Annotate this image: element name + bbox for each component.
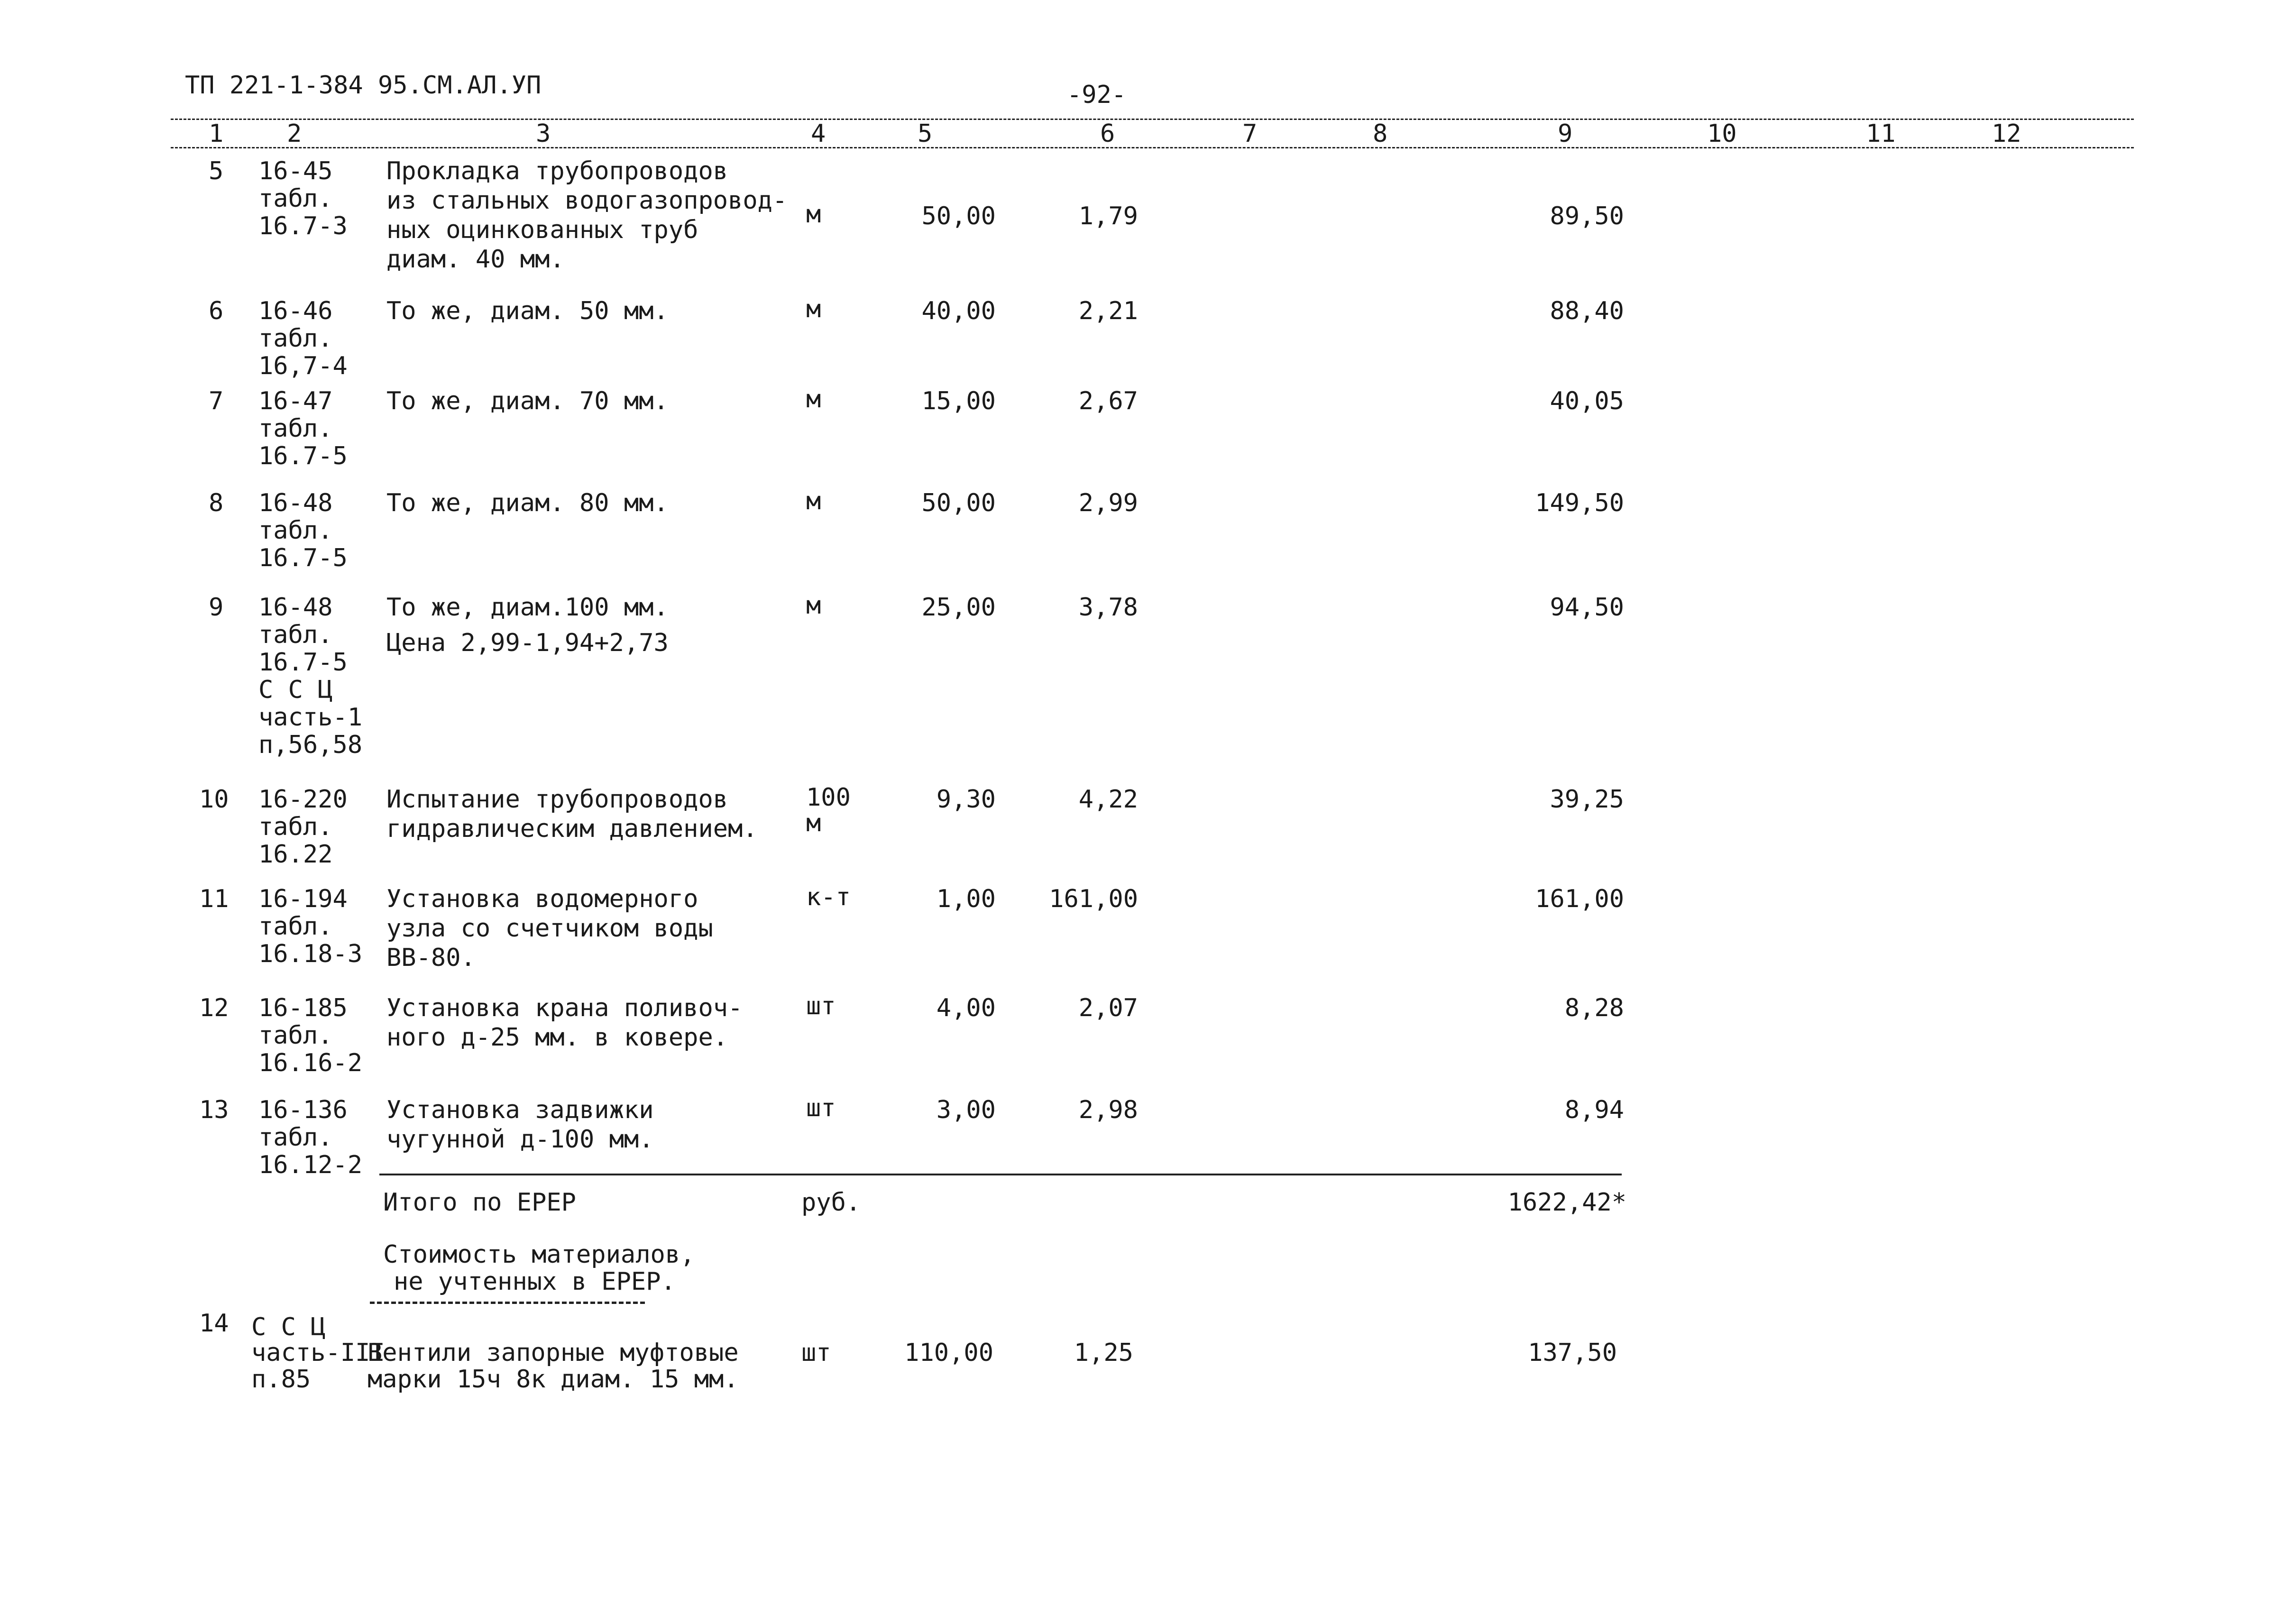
row-reference: 16-185 [258, 994, 348, 1022]
row14-price: 1,25 [1074, 1339, 1133, 1367]
row-unit-price: 161,00 [1049, 885, 1138, 913]
page-number: -92- [1067, 81, 1127, 109]
row-quantity: 50,00 [921, 489, 996, 517]
row-number: 9 [209, 593, 224, 622]
materials-heading-underline [370, 1302, 645, 1304]
row-unit: м [806, 591, 821, 620]
row-total: 40,05 [1550, 387, 1624, 415]
row-reference: табл. [258, 184, 333, 213]
col-1: 1 [209, 119, 224, 148]
row-reference: 16-48 [258, 489, 333, 517]
row-reference: 16.22 [258, 840, 333, 869]
row-unit-price: 3,78 [1078, 593, 1138, 622]
row-total: 88,40 [1550, 297, 1624, 325]
row-description: из стальных водогазопровод- [386, 186, 788, 215]
row-number: 5 [209, 157, 224, 185]
subtotal-total: 1622,42* [1507, 1188, 1626, 1217]
row-total: 89,50 [1550, 202, 1624, 230]
row-description: То же, диам. 70 мм. [386, 387, 669, 415]
row-total: 8,28 [1564, 994, 1624, 1022]
row-number: 7 [209, 387, 224, 415]
row-quantity: 25,00 [921, 593, 996, 622]
row-unit-price: 1,79 [1078, 202, 1138, 230]
row-quantity: 40,00 [921, 297, 996, 325]
col-9: 9 [1558, 119, 1573, 148]
col-7: 7 [1242, 119, 1258, 148]
row-quantity: 50,00 [921, 202, 996, 230]
row-description: Установка водомерного [386, 885, 698, 913]
materials-heading-line2: не учтенных в ЕРЕР. [394, 1267, 676, 1296]
row-unit: к-т [806, 883, 851, 911]
col-3: 3 [536, 119, 551, 148]
row-reference: табл. [258, 813, 333, 841]
col-2: 2 [287, 119, 302, 148]
col-10: 10 [1707, 119, 1737, 148]
row-unit-price: 2,21 [1078, 297, 1138, 325]
row-quantity: 1,00 [936, 885, 996, 913]
row-reference: табл. [258, 1123, 333, 1152]
row-quantity: 9,30 [936, 785, 996, 814]
row-description: ного д-25 мм. в ковере. [386, 1023, 728, 1052]
subtotal-unit: руб. [801, 1188, 861, 1217]
row-reference: табл. [258, 516, 333, 545]
col-6: 6 [1100, 119, 1115, 148]
row-number: 12 [199, 994, 229, 1022]
row14-total: 137,50 [1528, 1339, 1617, 1367]
row14-qty: 110,00 [904, 1339, 993, 1367]
header-bottom-rule [171, 147, 2134, 148]
row14-desc-1: Вентили запорные муфтовые [367, 1339, 739, 1367]
row-reference: 16,7-4 [258, 352, 348, 380]
row-total: 8,94 [1564, 1096, 1624, 1124]
row-reference: 16-220 [258, 785, 348, 814]
row-reference: часть-1 [258, 703, 363, 732]
row-total: 94,50 [1550, 593, 1624, 622]
row-unit-price: 2,67 [1078, 387, 1138, 415]
row-reference: 16-47 [258, 387, 333, 415]
row-reference: табл. [258, 621, 333, 649]
row-reference: 16.12-2 [258, 1151, 363, 1179]
row-unit: м [806, 295, 821, 323]
col-12: 12 [1992, 119, 2021, 148]
row-description: гидравлическим давлением. [386, 815, 758, 843]
row-unit: м [806, 487, 821, 515]
row-reference: 16-48 [258, 593, 333, 622]
row-unit: м [806, 385, 821, 413]
row-description: чугунной д-100 мм. [386, 1125, 654, 1154]
row-reference: табл. [258, 912, 333, 941]
row-unit-price: 2,99 [1078, 489, 1138, 517]
row-unit: шт [806, 992, 836, 1020]
row-reference: 16.7-5 [258, 544, 348, 572]
row-reference: табл. [258, 324, 333, 353]
row-description: То же, диам. 80 мм. [386, 489, 669, 517]
row14-ref-1: С С Ц [251, 1313, 326, 1341]
row-unit: 100 м [806, 783, 851, 837]
row-total: 161,00 [1535, 885, 1624, 913]
row-total: 39,25 [1550, 785, 1624, 814]
row14-ref-2: часть-III [251, 1339, 385, 1367]
row-description: ных оцинкованных труб [386, 216, 698, 244]
row-description: узла со счетчиком воды [386, 914, 713, 943]
subtotal-rule [379, 1174, 1622, 1175]
row-reference: 16-45 [258, 157, 333, 185]
materials-heading-line1: Стоимость материалов, [383, 1240, 695, 1269]
row-number: 10 [199, 785, 229, 814]
row14-desc-2: марки 15ч 8к диам. 15 мм. [367, 1365, 739, 1394]
row-quantity: 3,00 [936, 1096, 996, 1124]
row-description: Прокладка трубопроводов [386, 157, 728, 185]
row-description: Цена 2,99-1,94+2,73 [386, 629, 669, 657]
row-reference: 16.7-3 [258, 212, 348, 240]
row-reference: 16-136 [258, 1096, 348, 1124]
row-reference: табл. [258, 414, 333, 443]
row-reference: п,56,58 [258, 731, 363, 759]
row-total: 149,50 [1535, 489, 1624, 517]
row-unit: шт [806, 1094, 836, 1122]
document-code: ТП 221-1-384 95.СМ.АЛ.УП [185, 71, 542, 100]
row-unit-price: 4,22 [1078, 785, 1138, 814]
row-reference: 16.18-3 [258, 940, 363, 968]
row-unit-price: 2,07 [1078, 994, 1138, 1022]
col-8: 8 [1373, 119, 1388, 148]
row-reference: С С Ц [258, 676, 333, 704]
row-description: Испытание трубопроводов [386, 785, 728, 814]
row-description: Установка задвижки [386, 1096, 654, 1124]
row-number: 8 [209, 489, 224, 517]
col-11: 11 [1866, 119, 1896, 148]
col-4: 4 [811, 119, 826, 148]
row-number: 13 [199, 1096, 229, 1124]
row-quantity: 4,00 [936, 994, 996, 1022]
row-reference: 16.7-5 [258, 648, 348, 677]
row-quantity: 15,00 [921, 387, 996, 415]
row-description: Установка крана поливоч- [386, 994, 743, 1022]
row-reference: 16-194 [258, 885, 348, 913]
row-description: ВВ-80. [386, 944, 476, 972]
row-reference: табл. [258, 1021, 333, 1050]
row-number: 11 [199, 885, 229, 913]
row-number: 6 [209, 297, 224, 325]
row14-unit: шт [801, 1339, 831, 1367]
row-description: То же, диам. 50 мм. [386, 297, 669, 325]
row14-number: 14 [199, 1309, 229, 1338]
row-reference: 16.16-2 [258, 1049, 363, 1077]
row-description: диам. 40 мм. [386, 245, 565, 274]
header-top-rule [171, 119, 2134, 120]
row-reference: 16-46 [258, 297, 333, 325]
row-description: То же, диам.100 мм. [386, 593, 669, 622]
row-unit: м [806, 200, 821, 229]
subtotal-label: Итого по ЕРЕР [383, 1188, 576, 1217]
col-5: 5 [918, 119, 933, 148]
row14-ref-3: п.85 [251, 1365, 311, 1394]
row-reference: 16.7-5 [258, 442, 348, 470]
row-unit-price: 2,98 [1078, 1096, 1138, 1124]
